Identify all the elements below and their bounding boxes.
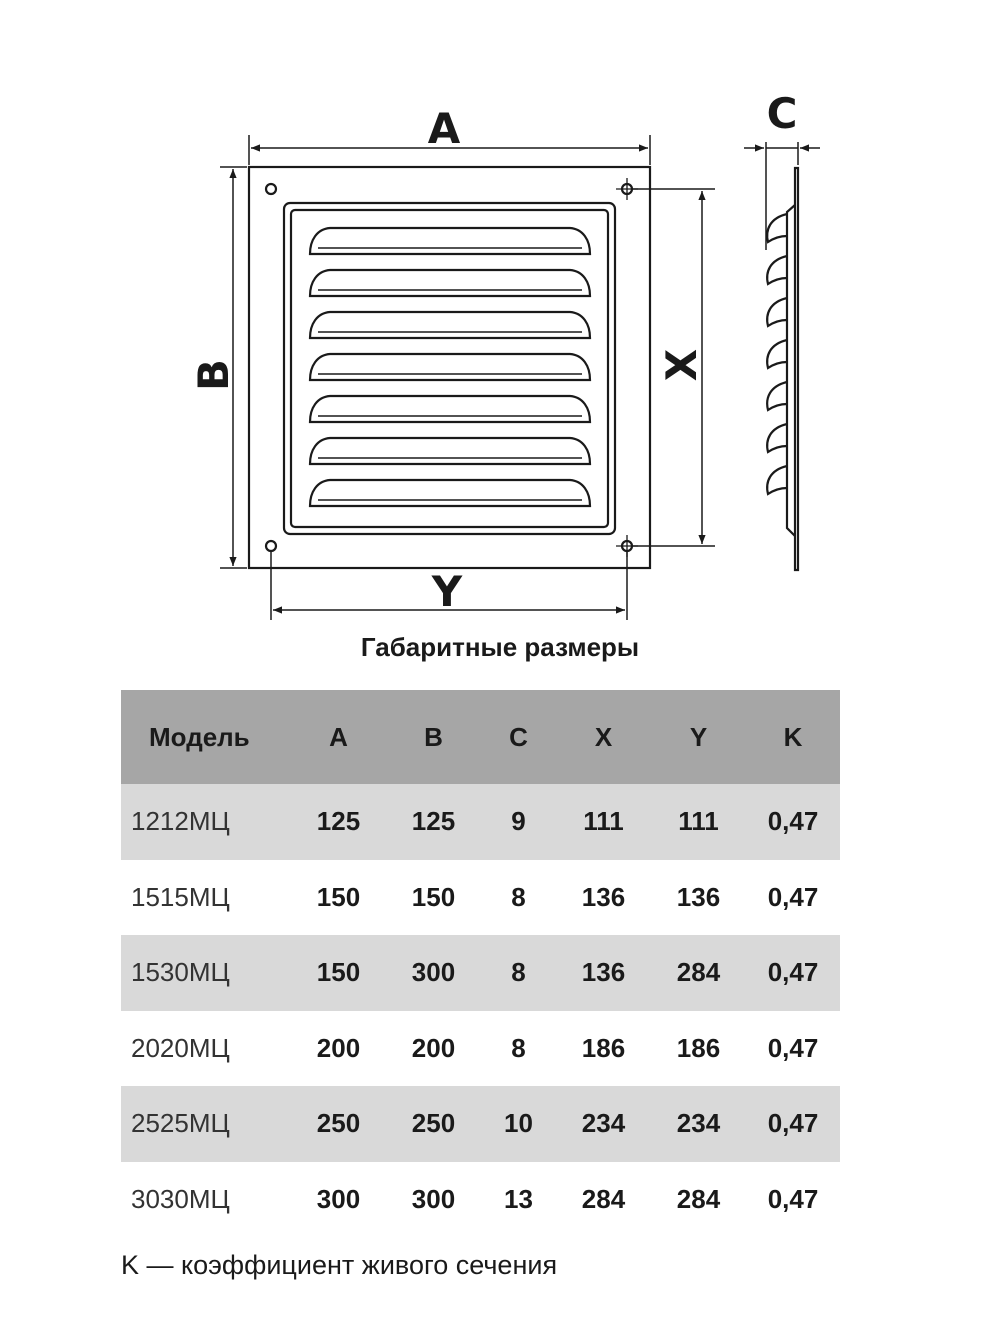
side-view-plate [795, 168, 798, 570]
cell-x: 111 [556, 784, 651, 860]
table-row [121, 784, 840, 860]
cell-c: 9 [481, 784, 556, 860]
louver-slat [310, 438, 590, 464]
cell-y: 284 [651, 935, 746, 1011]
drawing-caption: Габаритные размеры [360, 632, 640, 662]
grille-inner-frame-outer [284, 203, 615, 534]
grille-front-view [249, 167, 650, 568]
table-header-row [121, 690, 840, 784]
cell-a: 300 [291, 1162, 386, 1238]
mounting-hole-bottom-left [266, 541, 276, 551]
cell-b: 150 [386, 860, 481, 936]
label-x: X [657, 348, 706, 382]
louver-slat [310, 312, 590, 338]
cell-y: 234 [651, 1086, 746, 1162]
dimensions-table [121, 690, 840, 1237]
footnote-k-definition: K — коэффициент живого сечения [121, 1250, 558, 1280]
cell-k: 0,47 [746, 784, 840, 860]
table-row [121, 860, 840, 936]
cell-a: 250 [291, 1086, 386, 1162]
side-louver [767, 298, 787, 326]
side-louver [767, 214, 787, 242]
louver-slat [310, 354, 590, 380]
side-view-louvers [767, 214, 787, 494]
side-louver [767, 382, 787, 410]
cell-y: 284 [651, 1162, 746, 1238]
cell-b: 300 [386, 935, 481, 1011]
cell-a: 125 [291, 784, 386, 860]
cell-x: 234 [556, 1086, 651, 1162]
table-row [121, 1011, 840, 1087]
label-y: Y [431, 567, 463, 616]
side-louver [767, 424, 787, 452]
cell-k: 0,47 [746, 1162, 840, 1238]
cell-x: 186 [556, 1011, 651, 1087]
cell-k: 0,47 [746, 935, 840, 1011]
header-y: Y [651, 690, 746, 784]
cell-x: 136 [556, 935, 651, 1011]
cell-a: 200 [291, 1011, 386, 1087]
cell-model: 2525МЦ [121, 1086, 291, 1162]
cell-k: 0,47 [746, 1011, 840, 1087]
mounting-hole-top-left [266, 184, 276, 194]
cell-a: 150 [291, 860, 386, 936]
cell-a: 150 [291, 935, 386, 1011]
grille-dimension-drawing [0, 0, 1000, 630]
cell-x: 136 [556, 860, 651, 936]
cell-model: 1530МЦ [121, 935, 291, 1011]
louver-slat [310, 228, 590, 254]
side-louver [767, 256, 787, 284]
cell-b: 200 [386, 1011, 481, 1087]
header-model: Модель [121, 690, 291, 784]
cell-k: 0,47 [746, 1086, 840, 1162]
cell-model: 3030МЦ [121, 1162, 291, 1238]
header-x: X [556, 690, 651, 784]
table-row [121, 1086, 840, 1162]
label-a: A [427, 104, 461, 153]
cell-c: 13 [481, 1162, 556, 1238]
cell-k: 0,47 [746, 860, 840, 936]
table-row [121, 1162, 840, 1238]
header-a: A [291, 690, 386, 784]
header-b: B [386, 690, 481, 784]
louver-slat [310, 396, 590, 422]
cell-model: 2020МЦ [121, 1011, 291, 1087]
cell-b: 250 [386, 1086, 481, 1162]
cell-c: 8 [481, 1011, 556, 1087]
cell-b: 300 [386, 1162, 481, 1238]
louver-slat [310, 270, 590, 296]
label-c: C [766, 89, 798, 138]
cell-c: 8 [481, 935, 556, 1011]
side-louver [767, 340, 787, 368]
cell-model: 1515МЦ [121, 860, 291, 936]
cell-y: 136 [651, 860, 746, 936]
cell-y: 186 [651, 1011, 746, 1087]
grille-side-view [767, 168, 798, 570]
louver-slat [310, 480, 590, 506]
label-b: B [189, 358, 238, 392]
cell-b: 125 [386, 784, 481, 860]
cell-y: 111 [651, 784, 746, 860]
cell-c: 8 [481, 860, 556, 936]
cell-model: 1212МЦ [121, 784, 291, 860]
cell-x: 284 [556, 1162, 651, 1238]
header-c: C [481, 690, 556, 784]
table-row [121, 935, 840, 1011]
cell-c: 10 [481, 1086, 556, 1162]
side-louver [767, 466, 787, 494]
grille-louvers [310, 228, 590, 506]
header-k: K [746, 690, 840, 784]
